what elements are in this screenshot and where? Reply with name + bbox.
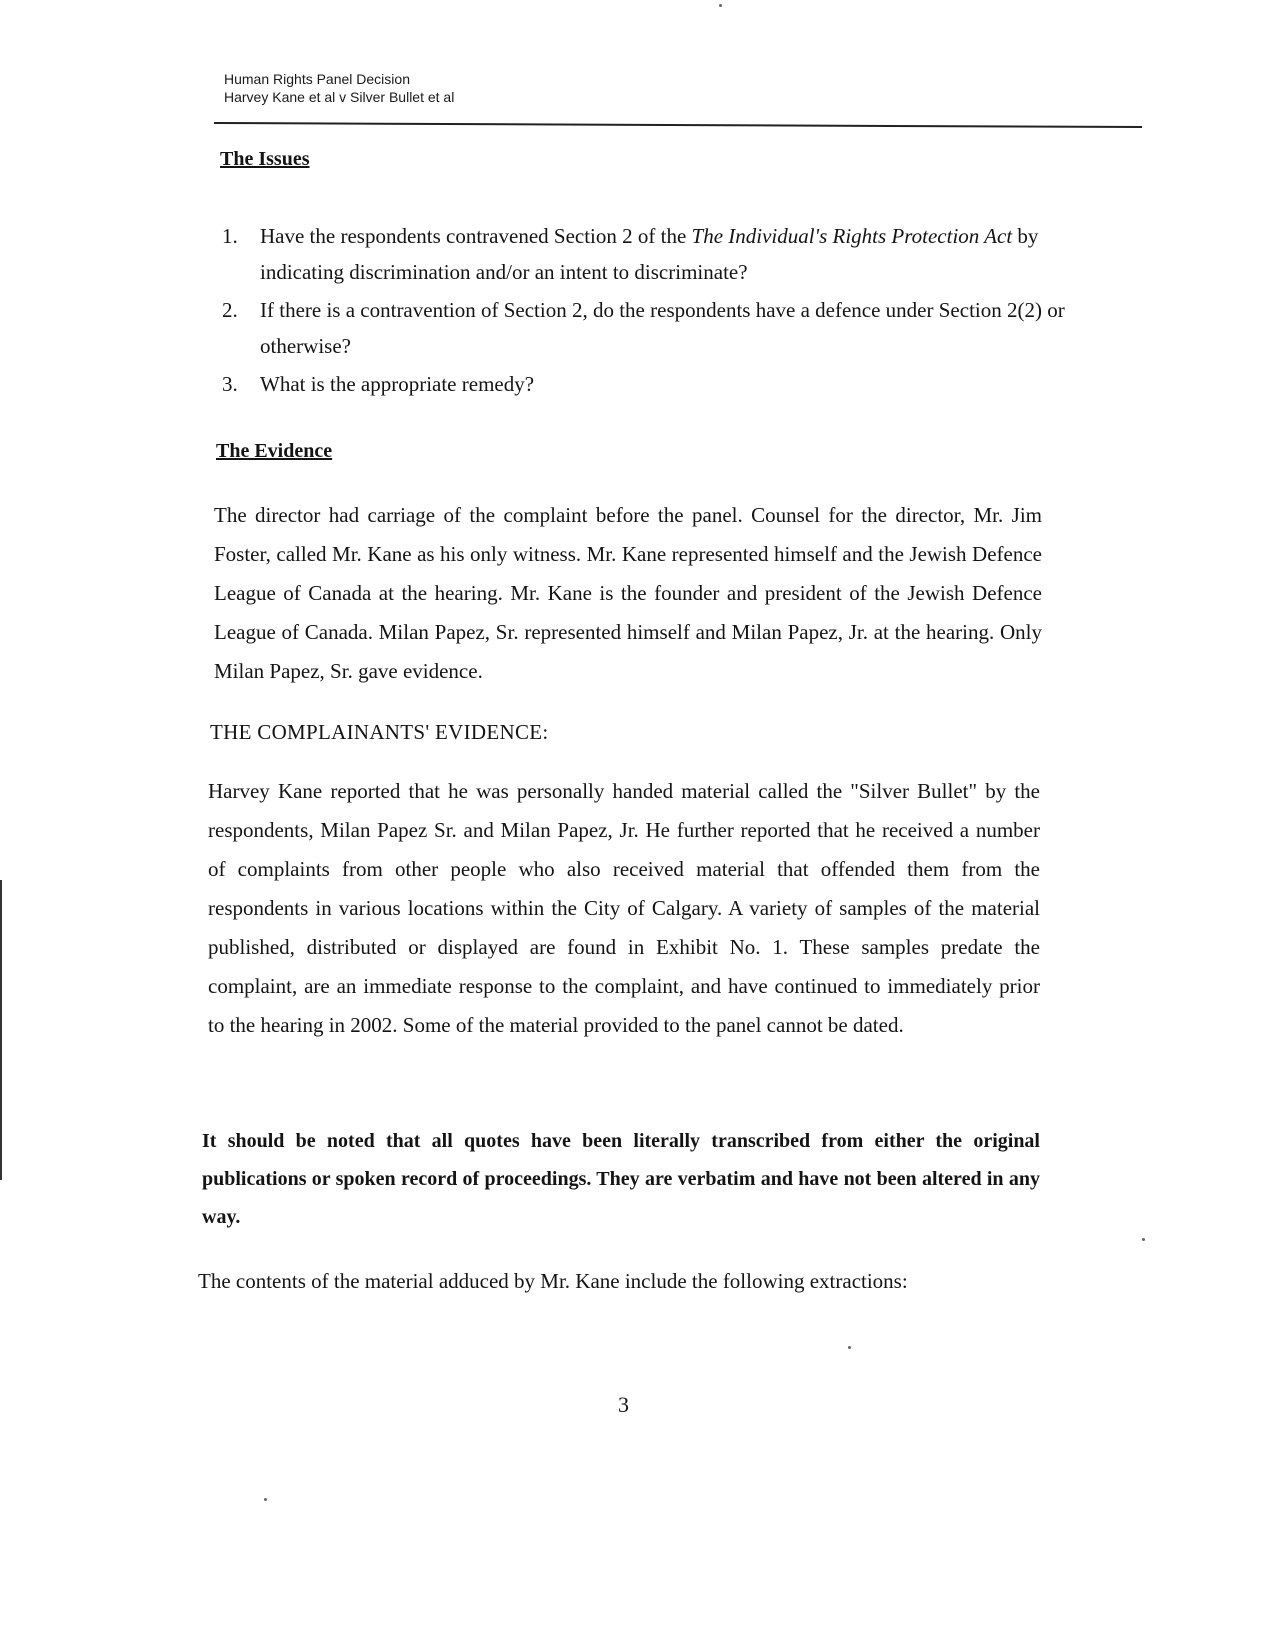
- list-item: [222, 218, 1082, 290]
- list-item-text: Have the respondents contravened Section 2 of the: [260, 224, 692, 248]
- header-divider: [214, 122, 1142, 128]
- list-item: [222, 292, 1082, 364]
- scan-edge-mark: [0, 880, 2, 1180]
- header-title: Human Rights Panel Decision: [224, 71, 410, 87]
- list-item-text: by indicating discrimination and/or an intent to discriminate?: [260, 224, 1039, 284]
- complainants-paragraph: Harvey Kane reported that he was personally handed material called the "Silver Bullet" by the respondents, Milan Papez Sr. and Milan Papez, Jr. He further reported that he received a number of complaints from other people who also received material that offended them from the respondents in various locations within the City of Calgary. A variety of samples of the material published, distributed or displayed are found in Exhibit No. 1. These samples predate the complaint, are an immediate response to the complaint, and have continued to immediately prior to the hearing in 2002. Some of the material provided to the panel cannot be dated.: [208, 779, 1040, 1037]
- evidence-paragraph: The director had carriage of the complaint before the panel. Counsel for the director, Mr. Jim Foster, called Mr. Kane as his only witness. Mr. Kane represented himself and the Jewish Defence League of Canada at the hearing. Mr. Kane is the founder and president of the Jewish Defence League of Canada. Milan Papez, Sr. represented himself and Milan Papez, Jr. at the hearing. Only Milan Papez, Sr. gave evidence.: [214, 503, 1042, 683]
- header-case-name: Harvey Kane et al v Silver Bullet et al: [224, 89, 455, 105]
- evidence-heading: The Evidence: [216, 440, 333, 462]
- closing-sentence: The contents of the material adduced by Mr. Kane include the following extractions:: [198, 1269, 908, 1293]
- scan-speck: [719, 4, 722, 7]
- list-item-text: What is the appropriate remedy?: [260, 372, 535, 396]
- verbatim-note: It should be noted that all quotes have been literally transcribed from either the original publications or spoken record of proceedings. They are verbatim and have not been altered in any way.: [202, 1130, 1040, 1228]
- list-item-text: If there is a contravention of Section 2, do the respondents have a defence under Section 2(2) or otherwise?: [260, 298, 1065, 358]
- issues-heading: The Issues: [220, 148, 310, 170]
- list-item-number: 3.: [222, 372, 238, 396]
- list-item-number: 2.: [222, 298, 238, 322]
- complainants-heading: THE COMPLAINANTS' EVIDENCE:: [210, 720, 549, 744]
- act-title: The Individual's Rights Protection Act: [691, 224, 1013, 248]
- page-number: 3: [618, 1392, 629, 1417]
- scan-speck: [264, 1498, 267, 1501]
- list-item: [222, 366, 1082, 402]
- issues-list: [222, 218, 1082, 404]
- scan-speck: [848, 1346, 851, 1349]
- running-header: [224, 70, 454, 106]
- scan-speck: [1142, 1238, 1145, 1241]
- list-item-number: 1.: [222, 224, 238, 248]
